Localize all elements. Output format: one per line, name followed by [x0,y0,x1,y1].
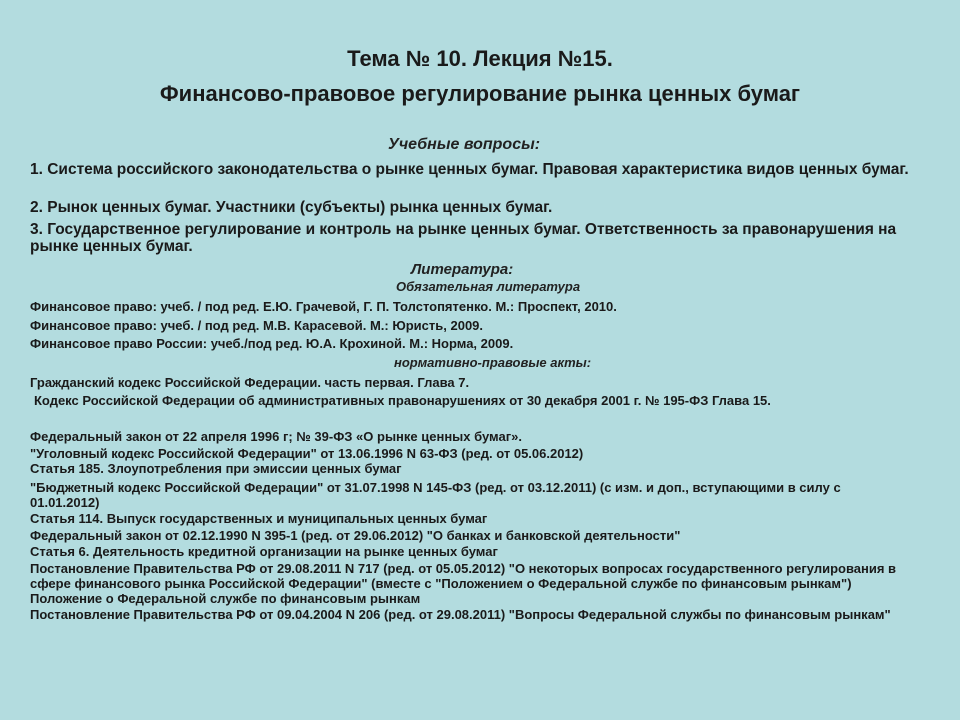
normative-act: Кодекс Российской Федерации об административных правонарушениях от 30 декабря 2001 г. № 195-ФЗ Глава 15. [34,393,771,408]
literature-heading: Литература: [411,261,514,278]
normative-act: Статья 114. Выпуск государственных и муниципальных ценных бумаг [30,511,488,526]
literature-item: Финансовое право: учеб. / под ред. Е.Ю. Грачевой, Г. П. Толстопятенко. М.: Проспект, 2010. [30,299,617,314]
question-item: 2. Рынок ценных бумаг. Участники (субъекты) рынка ценных бумаг. [30,199,553,216]
normative-act: Постановление Правительства РФ от 29.08.2011 N 717 (ред. от 05.05.2012) "О некоторых вопросах государственного регулирования в сфере финансового рынка Российской Федерации" (вместе с "Положением о Федеральной службе по финансовым рынкам") Положение о Федеральной службе по финансовым рынкам [30,561,897,606]
question-item: 3. Государственное регулирование и контроль на рынке ценных бумаг. Ответственность за правонарушения на рынке ценных бумаг. [30,221,897,255]
slide-subtitle: Финансово-правовое регулирование рынка ценных бумаг [159,81,801,106]
normative-act: Статья 6. Деятельность кредитной организации на рынке ценных бумаг [30,544,498,559]
normative-acts-heading: нормативно-правовые акты: [394,355,592,370]
mandatory-literature-heading: Обязательная литература [396,279,581,294]
slide-title: Тема № 10. Лекция №15. [347,46,613,71]
normative-act: Гражданский кодекс Российской Федерации. часть первая. Глава 7. [30,375,470,390]
normative-act: Постановление Правительства РФ от 09.04.2004 N 206 (ред. от 29.08.2011) "Вопросы Федеральной службы по финансовым рынкам" [30,607,891,622]
normative-act: "Бюджетный кодекс Российской Федерации" от 31.07.1998 N 145-ФЗ (ред. от 03.12.2011) (с изм. и доп., вступающими в силу с 01.01.2012) [30,480,841,510]
literature-item: Финансовое право: учеб. / под ред. М.В. Карасевой. М.: Юристь, 2009. [30,318,484,333]
normative-act: "Уголовный кодекс Российской Федерации" от 13.06.1996 N 63-ФЗ (ред. от 05.06.2012) [30,446,584,461]
literature-item: Финансовое право России: учеб./под ред. Ю.А. Крохиной. М.: Норма, 2009. [30,336,514,351]
normative-act: Федеральный закон от 02.12.1990 N 395-1 (ред. от 29.06.2012) "О банках и банковской деятельности" [30,528,681,543]
normative-act: Статья 185. Злоупотребления при эмиссии ценных бумаг [30,461,402,476]
question-item: 1. Система российского законодательства о рынке ценных бумаг. Правовая характеристика видов ценных бумаг. [30,161,909,178]
questions-heading: Учебные вопросы: [388,136,541,153]
normative-act: Федеральный закон от 22 апреля 1996 г; № 39-ФЗ «О рынке ценных бумаг». [30,429,522,444]
